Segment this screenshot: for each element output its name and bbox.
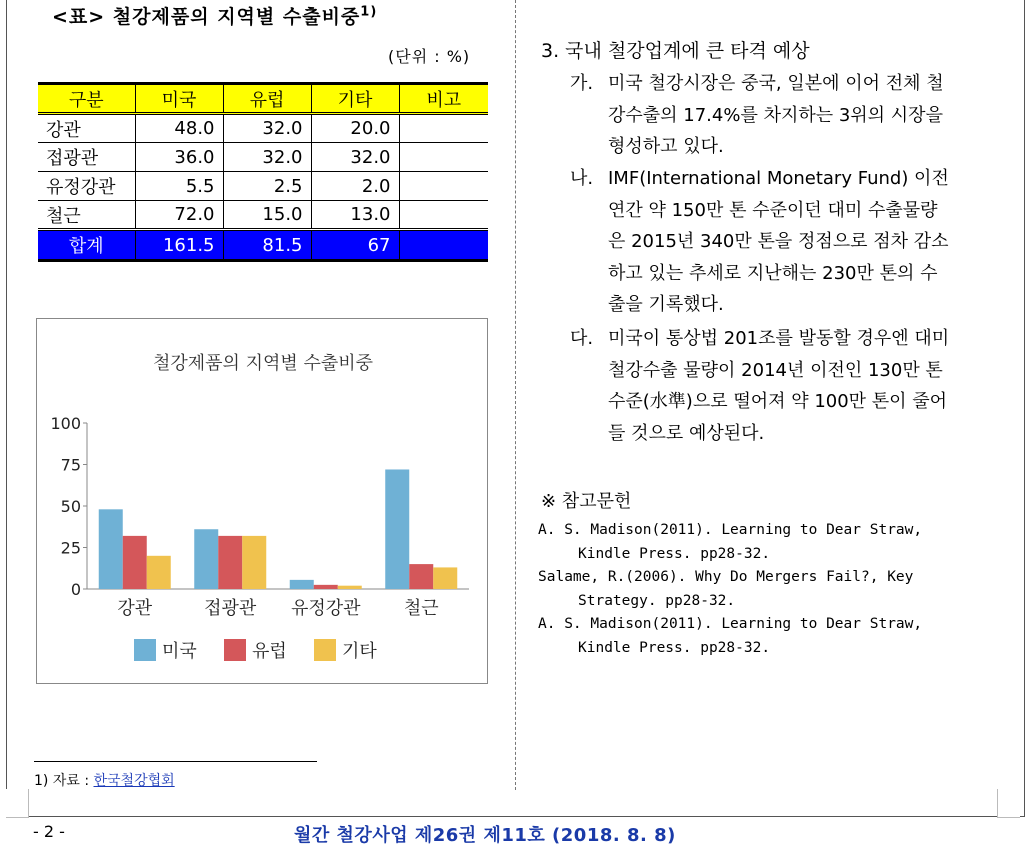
item-line: 수준(水準)으로 떨어져 약 100만 톤이 줄어 xyxy=(608,391,948,412)
legend-label: 유럽 xyxy=(252,641,287,662)
reference-line: A. S. Madison(2011). Learning to Dear Straw, xyxy=(538,522,923,538)
total-usa: 161.5 xyxy=(135,230,223,261)
item-line: 철강수출 물량이 2014년 이전인 130만 톤 xyxy=(608,359,943,381)
row-label: 접광관 xyxy=(38,143,135,172)
header-europe: 유럽 xyxy=(223,84,311,114)
footnote-rule xyxy=(34,761,317,762)
item-line: 미국이 통상법 201조를 발동할 경우엔 대미 xyxy=(608,328,950,349)
y-tick-label: 50 xyxy=(60,497,81,516)
total-other: 67 xyxy=(311,230,399,261)
reference-item xyxy=(538,519,996,566)
y-tick-label: 0 xyxy=(70,580,81,599)
references-heading: ※ 참고문헌 xyxy=(541,491,632,512)
item-text xyxy=(608,68,998,163)
list-item xyxy=(570,323,998,449)
table-unit: (단위 : %) xyxy=(388,47,471,66)
bar-기타-강관 xyxy=(147,556,171,589)
item-line: 미국 철강시장은 중국, 일본에 이어 전체 철 xyxy=(608,73,944,94)
page-number: - 2 - xyxy=(33,822,65,841)
row-label: 철근 xyxy=(38,201,135,230)
x-tick-label: 접광관 xyxy=(204,598,257,619)
y-tick-label: 75 xyxy=(60,455,81,475)
reference-line: Kindle Press. pp28-32. xyxy=(578,545,771,562)
cell-remarks xyxy=(399,172,488,201)
legend-label: 기타 xyxy=(342,641,377,662)
column-divider xyxy=(515,0,516,790)
legend-label: 미국 xyxy=(162,641,197,662)
row-label: 강관 xyxy=(38,114,135,143)
bar-기타-철근 xyxy=(433,567,457,589)
item-line: IMF(International Monetary Fund) 이전 xyxy=(608,168,949,189)
item-line: 형성하고 있다. xyxy=(608,136,724,157)
footnote-source-link[interactable]: 한국철강협회 xyxy=(93,773,175,789)
cell-remarks xyxy=(399,201,488,230)
export-share-table xyxy=(38,82,488,262)
item-text xyxy=(608,163,998,321)
row-label: 유정강관 xyxy=(38,172,135,201)
y-tick-label: 25 xyxy=(60,538,81,558)
table-row xyxy=(38,201,488,230)
footnote-ref[interactable]: 1) xyxy=(360,4,378,20)
cell-europe: 15.0 xyxy=(223,201,311,230)
reference-line: Strategy. pp28-32. xyxy=(578,592,736,609)
chart-container xyxy=(36,318,488,684)
reference-item xyxy=(538,613,996,660)
item-line: 출을 기록했다. xyxy=(608,294,724,315)
item-marker: 가. xyxy=(570,73,594,94)
legend-swatch xyxy=(314,639,336,661)
list-item xyxy=(570,163,998,321)
header-remarks: 비고 xyxy=(399,84,488,114)
bar-미국-유정강관 xyxy=(290,580,314,589)
section-heading: 3. 국내 철강업계에 큰 타격 예상 xyxy=(541,40,810,62)
table-row xyxy=(38,114,488,143)
item-line: 들 것으로 예상된다. xyxy=(608,422,765,444)
bar-유럽-유정강관 xyxy=(314,585,338,589)
x-tick-label: 강관 xyxy=(117,598,153,619)
cell-other: 13.0 xyxy=(311,201,399,230)
journal-footer: 월간 철강사업 제26권 제11호 (2018. 8. 8) xyxy=(294,825,676,846)
table-row xyxy=(38,143,488,172)
header-other: 기타 xyxy=(311,84,399,114)
cell-europe: 32.0 xyxy=(223,143,311,172)
total-remarks xyxy=(399,230,488,261)
footnote-marker: 1) 자료 : xyxy=(34,773,90,789)
total-label: 합계 xyxy=(38,230,135,261)
bar-유럽-강관 xyxy=(123,536,147,589)
cell-usa: 48.0 xyxy=(135,114,223,143)
cell-usa: 72.0 xyxy=(135,201,223,230)
table-header-row xyxy=(38,84,488,114)
bar-기타-유정강관 xyxy=(338,586,362,589)
crop-mark-right xyxy=(997,789,1020,818)
bar-미국-철근 xyxy=(385,469,409,589)
cell-usa: 36.0 xyxy=(135,143,223,172)
legend-swatch xyxy=(134,639,156,661)
cell-other: 20.0 xyxy=(311,114,399,143)
header-usa: 미국 xyxy=(135,84,223,114)
x-tick-label: 철근 xyxy=(403,598,439,619)
cell-usa: 5.5 xyxy=(135,172,223,201)
item-line: 연간 약 150만 톤 수준이던 대미 수출물량 xyxy=(608,199,938,221)
cell-other: 2.0 xyxy=(311,172,399,201)
cell-europe: 32.0 xyxy=(223,114,311,143)
cell-other: 32.0 xyxy=(311,143,399,172)
bar-유럽-접광관 xyxy=(218,536,242,589)
item-marker: 다. xyxy=(570,328,594,349)
reference-line: Salame, R.(2006). Why Do Mergers Fail?, Key xyxy=(538,569,914,585)
total-europe: 81.5 xyxy=(223,230,311,261)
reference-line: Kindle Press. pp28-32. xyxy=(578,639,771,656)
bar-미국-접광관 xyxy=(194,529,218,589)
item-text xyxy=(608,323,998,449)
cell-remarks xyxy=(399,114,488,143)
header-category: 구분 xyxy=(38,84,135,114)
item-line: 강수출의 17.4%를 차지하는 3위의 시장을 xyxy=(608,104,943,126)
chart-title: 철강제품의 지역별 수출비중 xyxy=(152,353,374,374)
item-line: 하고 있는 추세로 지난해는 230만 톤의 수 xyxy=(608,262,938,284)
footnote xyxy=(34,770,175,790)
item-line: 은 2015년 340만 톤을 정점으로 점차 감소 xyxy=(608,231,949,252)
table-caption-text: <표> 철강제품의 지역별 수출비중 xyxy=(52,6,361,28)
bar-미국-강관 xyxy=(99,509,123,589)
cell-europe: 2.5 xyxy=(223,172,311,201)
x-tick-label: 유정강관 xyxy=(290,598,361,619)
crop-mark-left xyxy=(6,789,29,818)
reference-line: A. S. Madison(2011). Learning to Dear Straw, xyxy=(538,616,923,632)
table-total-row xyxy=(38,230,488,261)
bar-유럽-철근 xyxy=(409,564,433,589)
bar-기타-접광관 xyxy=(242,536,266,589)
legend-swatch xyxy=(224,639,246,661)
item-marker: 나. xyxy=(570,168,594,189)
table-caption xyxy=(52,2,377,29)
y-tick-label: 100 xyxy=(50,414,81,433)
table-row xyxy=(38,172,488,201)
bar-chart xyxy=(37,319,489,685)
reference-item xyxy=(538,566,996,613)
cell-remarks xyxy=(399,143,488,172)
list-item xyxy=(570,68,998,163)
